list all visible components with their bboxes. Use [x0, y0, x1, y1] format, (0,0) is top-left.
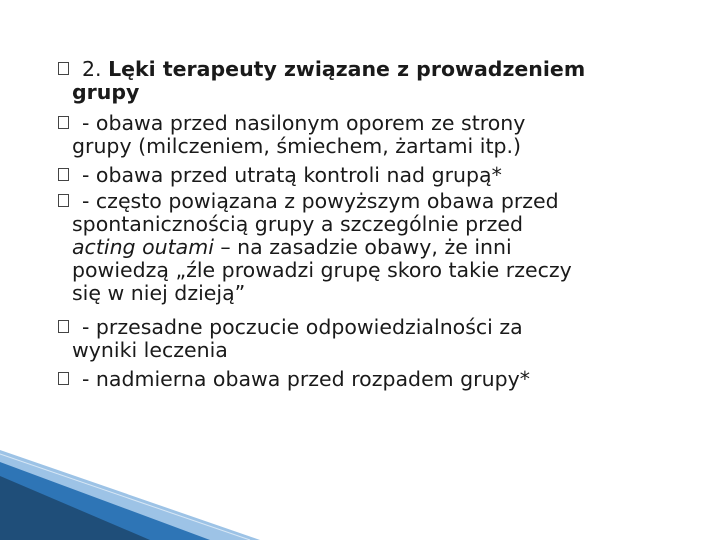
item-line: spontanicznością grupy a szczególnie przed — [72, 212, 523, 236]
heading-title: Lęki terapeuty związane z prowadzeniem — [108, 57, 586, 81]
item-line: grupy (milczeniem, śmiechem, żartami itp.) — [72, 134, 522, 158]
bullet-item-heading — [58, 58, 708, 104]
bullet-box-icon — [58, 194, 69, 207]
bullet-box-icon — [58, 116, 69, 129]
bullet-item-resistance — [58, 112, 708, 158]
item-line — [58, 236, 708, 259]
item-line: powiedzą „źle prowadzi grupę skoro takie rzeczy — [72, 258, 572, 282]
acting-out-rest: – na zasadzie obawy, że inni — [213, 235, 512, 259]
item-line: - często powiązana z powyższym obawa przed — [82, 189, 559, 213]
item-line: - obawa przed utratą kontroli nad grupą* — [82, 163, 502, 187]
bullet-item-disintegration — [58, 368, 708, 391]
acting-out-term: acting outami — [72, 235, 214, 259]
bullet-item-responsibility — [58, 316, 708, 362]
decorative-corner-graphic — [0, 440, 260, 540]
bullet-item-control — [58, 164, 708, 187]
item-line: - obawa przed nasilonym oporem ze strony — [82, 111, 526, 135]
bullet-box-icon — [58, 320, 69, 333]
bullet-box-icon — [58, 62, 69, 75]
item-line: się w niej dzieją” — [72, 281, 246, 305]
bullet-box-icon — [58, 168, 69, 181]
heading-line-1 — [58, 58, 708, 81]
item-line: - nadmierna obawa przed rozpadem grupy* — [82, 367, 530, 391]
heading-line-2: grupy — [72, 80, 140, 104]
bullet-item-spontaneity — [58, 190, 708, 305]
item-line: - przesadne poczucie odpowiedzialności za — [82, 315, 523, 339]
item-line: wyniki leczenia — [72, 338, 228, 362]
heading-number: 2. — [82, 57, 109, 81]
bullet-box-icon — [58, 372, 69, 385]
